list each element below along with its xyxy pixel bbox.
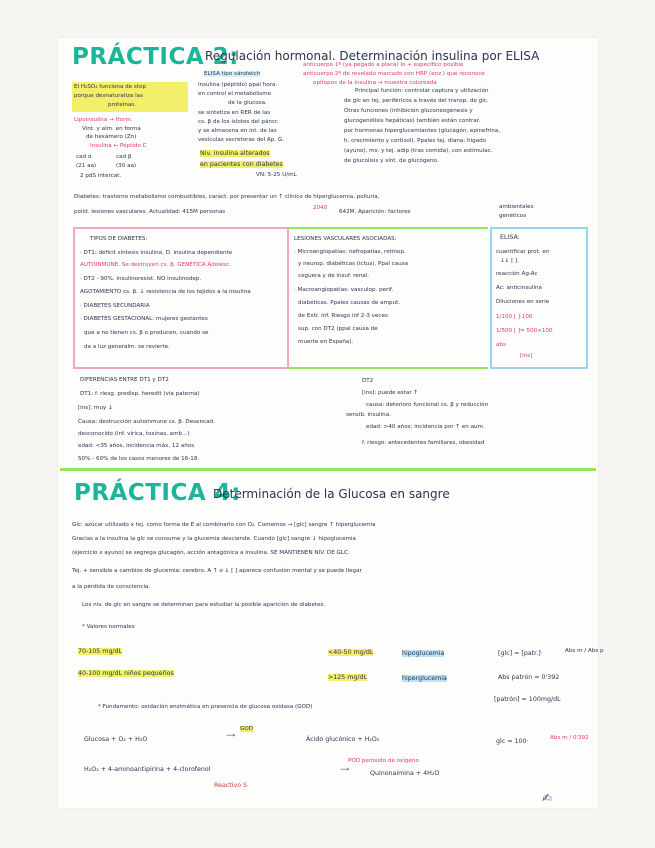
niv-insulina-0: Niv. insulina alterados	[200, 150, 270, 157]
tipos-2: · DT2 - 90%. insulinoresist. NO insulinodep.	[80, 276, 202, 282]
reaccion1-enzima: GOD	[240, 726, 254, 732]
tipos-6: que a no tienen cs. β o producen, cuando se	[84, 330, 209, 336]
lesiones-1: y neurop. diabéticas (ictus). Ppal causa	[298, 261, 409, 267]
formula-glc-frac: Abs m / Abs p	[565, 648, 604, 654]
cad-beta: cad β	[116, 154, 132, 160]
ppal-funcion-5: h. crecimiento y cortisol). Ppales tej. diana: hígado	[344, 138, 487, 144]
dif-title: DIFERENCIAS ENTRE DT1 y DT2	[80, 377, 169, 383]
lesiones-title: LESIONES VASCULARES ASOCIADAS:	[294, 236, 397, 242]
p4-line-5: Los niv. de glc en sangre se determinan para estudiar la posible aparición de diabetes.	[82, 602, 326, 608]
lesiones-5: de Extr. inf. Riesgo inf 2-3 veces	[298, 313, 388, 319]
lesiones-3: · Macroangiopatías: vasculop. perif.	[294, 287, 394, 293]
patron-conc: [patrón] = 100mg/dL	[494, 696, 561, 703]
practica2-title: PRÁCTICA 2:	[72, 44, 239, 70]
elisa-box-9: [ins]	[520, 353, 533, 359]
valor-3-label: hipoglucemia	[402, 650, 445, 657]
lesiones-6: sup. con DT2 (ppal causa de	[298, 326, 378, 332]
diabetes-def-0: Diabetes: trastorno metabolismo combustibles, caract. por presentar un ↑ clínico de hiperglucemia, poliuria,	[74, 194, 380, 200]
insulina-desc-2: de la glucosa.	[228, 100, 267, 106]
tipos-1: AUTOINMUNE. Se destruyen cs. β. GENÉTICA Adolesc.	[80, 262, 231, 268]
anticuerpo-1: anticuerpo 1º (ya pegado a placa) lo + específico posible	[303, 62, 464, 68]
cad-alfa-aa: (21 aa)	[76, 163, 97, 169]
tipos-0: · DT1: déficit síntesis insulina. D. insulina dependiente	[80, 250, 233, 256]
niv-insulina-1: en pacientes con diabetes	[200, 161, 283, 168]
valor-2: 40-100 mg/dL niños pequeños	[78, 670, 174, 677]
dt1-2: Causa: destrucción autoinmune cs. β. Desencad.	[78, 419, 215, 425]
dt1-3: desconocido (inf. vírica, toxinas, amb...)	[78, 431, 190, 437]
p4-line-2: (ejercicio x ayuno) se segrega glucagón, acción antagónica a insulina. SE MANTIENEN NIV. DE GLC.	[72, 550, 350, 556]
ppal-funcion-1: de glc en tej. periféricos a través del transp. de glc.	[344, 98, 489, 104]
tipos-7: da a luz generalm. se revierte.	[84, 344, 170, 350]
año-2040: 2040	[313, 205, 328, 211]
p4-line-4: a la pérdida de consciencia.	[72, 584, 151, 590]
dt1-0: DT1: f. riesg. predisp. heredit (vía paterna)	[80, 391, 200, 397]
insulina-desc-5: y se almacena en int. de las	[198, 128, 277, 134]
cad-alfa: cad α	[76, 154, 92, 160]
elisa-box-title: ELISA:	[500, 234, 520, 241]
dt2-1: [ins]: puede estar ↑	[362, 390, 419, 396]
elisa-box-5: Diluciones en serie	[496, 299, 550, 305]
elisa-box-1: cuantificar prot. en	[496, 249, 550, 255]
tipos-5: · DIABETES GESTACIONAL: mujeres gestantes	[80, 316, 208, 322]
ppal-funcion-0: Principal función: controlar captura y utilización	[355, 88, 489, 94]
reaccion1-izq: Glucosa + O₂ + H₂O	[84, 736, 148, 743]
tipos-3: AGOTAMIENTO cs. β. ↓ resistencia de los tejidos a la insulina	[80, 289, 251, 295]
tipos-title: TIPOS DE DIABETES:	[90, 236, 148, 242]
p4-line-3: Tej. + sensible a cambios de glucemia: cerebro. A ↑ o ↓ [ ] aparece confusión mental y se puede llegar	[72, 568, 362, 574]
elisa-box-3: reacción Ag-Ac	[496, 271, 538, 277]
dt2-4: edad: >40 años; incidencia por ↑ en aum.	[366, 424, 485, 430]
anticuerpo-2: anticuerpo 2º de revelado marcado con HRP (enz.) que reconoce	[303, 71, 485, 77]
practica2-subtitle: Regulación hormonal. Determinación insulina por ELISA	[205, 49, 540, 63]
elisa-tipo: ELISA tipo sándwich	[204, 71, 261, 77]
signature: ✍	[542, 791, 553, 805]
reaccion2-enzima: POD peróxido de oxígeno	[348, 758, 419, 764]
dt2-3: sensib. insulina.	[346, 412, 391, 418]
lipo-0: Lipoinsulina → Horm.	[74, 117, 133, 123]
formula-glc: [glc] = [patr.]·	[498, 650, 543, 657]
factor-geneticos: genéticos	[499, 213, 527, 219]
abs-patron: Abs patrón = 0'392	[498, 674, 560, 681]
h2so4-line3: proteínas.	[108, 102, 137, 108]
valor-4: >125 mg/dL	[328, 674, 368, 681]
ppal-funcion-3: glucogenólisis hepáticas) también están contrar.	[344, 118, 481, 124]
p4-line-0: Glc: azúcar utilizado x tej. como forma de E al combinarlo con O₂. Comemos → [glc] sangre ↑ hiperglucemia	[72, 522, 376, 528]
dt2-title: DT2	[362, 378, 374, 384]
elisa-box-7: 1/500 [ ]= 500×100	[496, 328, 553, 334]
insulina-desc-3: se sintetiza en RER de las	[198, 110, 271, 116]
section-divider	[60, 468, 596, 471]
h2so4-line2: porque desnaturaliza las	[74, 93, 143, 99]
lesiones-0: · Microangiopatías: nefropatías, retinop.	[294, 249, 406, 255]
valores-title: * Valores normales	[82, 624, 135, 630]
valor-4-label: hiperglucemia	[402, 675, 447, 682]
reaccion2-izq: H₂O₂ + 4-aminoantipirina + 4-clorofenol	[84, 766, 211, 773]
lipo-1: Vint. y alm. en forma	[82, 126, 141, 132]
ppal-funcion-2: Otras funciones (inhibición gluconeogénesis y	[344, 108, 473, 114]
fundamento: * Fundamento: oxidación enzimática en presencia de glucosa oxidasa (GOD)	[98, 704, 313, 710]
niv-insulina-vn: VN: 5-25 U/mL	[256, 172, 297, 178]
practica4-title: PRÁCTICA 4:	[74, 480, 241, 506]
valor-3: <40-50 mg/dL	[328, 649, 374, 656]
dt1-4: edad: <35 años, incidencia máx. 12 años	[78, 443, 195, 449]
insulina-desc-0: insulina (péptido) ppal hora.	[198, 82, 278, 88]
ppal-funcion-7: de glucolisis y sínt. de glucógeno.	[344, 158, 439, 164]
cad-beta-aa: (30 aa)	[116, 163, 137, 169]
h2so4-line1: El H₂SO₄ funciona de stop	[74, 84, 147, 90]
dt2-5: f. riesgo: antecedentes familiares, obesidad	[362, 440, 485, 446]
glc-ecuacion-frac: Abs m / 0'392	[550, 735, 589, 741]
elisa-box-8: abs	[496, 342, 506, 348]
elisa-box-2: ↓↓ [ ].	[500, 258, 520, 264]
reaccion1-der: Ácido glucónico + H₂O₂	[306, 736, 380, 743]
dt1-5: 50% - 60% de los casos menores de 16-18.	[78, 456, 200, 462]
reactivo-s: Reactivo S	[214, 782, 248, 789]
lesiones-4: diabéticas. Ppales causas de amput.	[298, 300, 401, 306]
tipos-4: · DIABETES SECUNDARIA	[80, 303, 150, 309]
lipo-3: Insulina ← Péptido C	[90, 143, 147, 149]
reaccion2-arrow: ⟶	[340, 766, 350, 773]
insulina-desc-4: cs. β de los islotes del páncr.	[198, 119, 279, 125]
practica4-subtitle: Determinación de la Glucosa en sangre	[213, 487, 450, 501]
elisa-box-6: 1/100 [ ]·100	[496, 314, 533, 320]
elisa-box-4: Ac: anticinsulina	[496, 285, 542, 291]
dt2-2: causa: deterioro funcional cs. β y reducción	[366, 402, 489, 408]
diabetes-def-1: polid. lesiones vasculares. Actualidad: 415M personas	[74, 209, 226, 215]
lesiones-2: ceguera y de insuf. renal.	[298, 273, 370, 279]
lesiones-7: muerte en España).	[298, 339, 354, 345]
diabetes-def-2: 642M. Aparición: factores	[339, 209, 411, 215]
epitopos-note: epítopos de la insulina → muestra coloreada	[313, 80, 437, 86]
factor-ambientales: ambientales	[499, 204, 534, 210]
insulina-desc-1: en control el metabolismo	[198, 91, 272, 97]
puentes-ds: 2 pdS intercat.	[80, 173, 122, 179]
dt1-1: [ins]: muy ↓	[78, 405, 113, 411]
lipo-2: de hexámero (Zn)	[86, 134, 137, 140]
ppal-funcion-6: (ayuno), ms. y tej. adip (tras comida), con estimulac.	[344, 148, 493, 154]
p4-line-1: Gracias a la insulina la glc se consume y la glucemia desciende. Cuando [glc] sangre ↓ hipoglucemia	[72, 536, 356, 542]
valor-1: 70-105 mg/dL	[78, 648, 123, 655]
reaccion2-der: Quinonaimina + 4H₂O	[370, 770, 440, 777]
glc-ecuacion: glc = 100·	[496, 738, 529, 745]
insulina-desc-6: vesículas secretoras del Ap. G.	[198, 137, 284, 143]
ppal-funcion-4: por hormonas hiperglucemiantes (glucagón, epinefrina,	[344, 128, 501, 134]
reaccion1-arrow: ⟶	[226, 732, 236, 739]
